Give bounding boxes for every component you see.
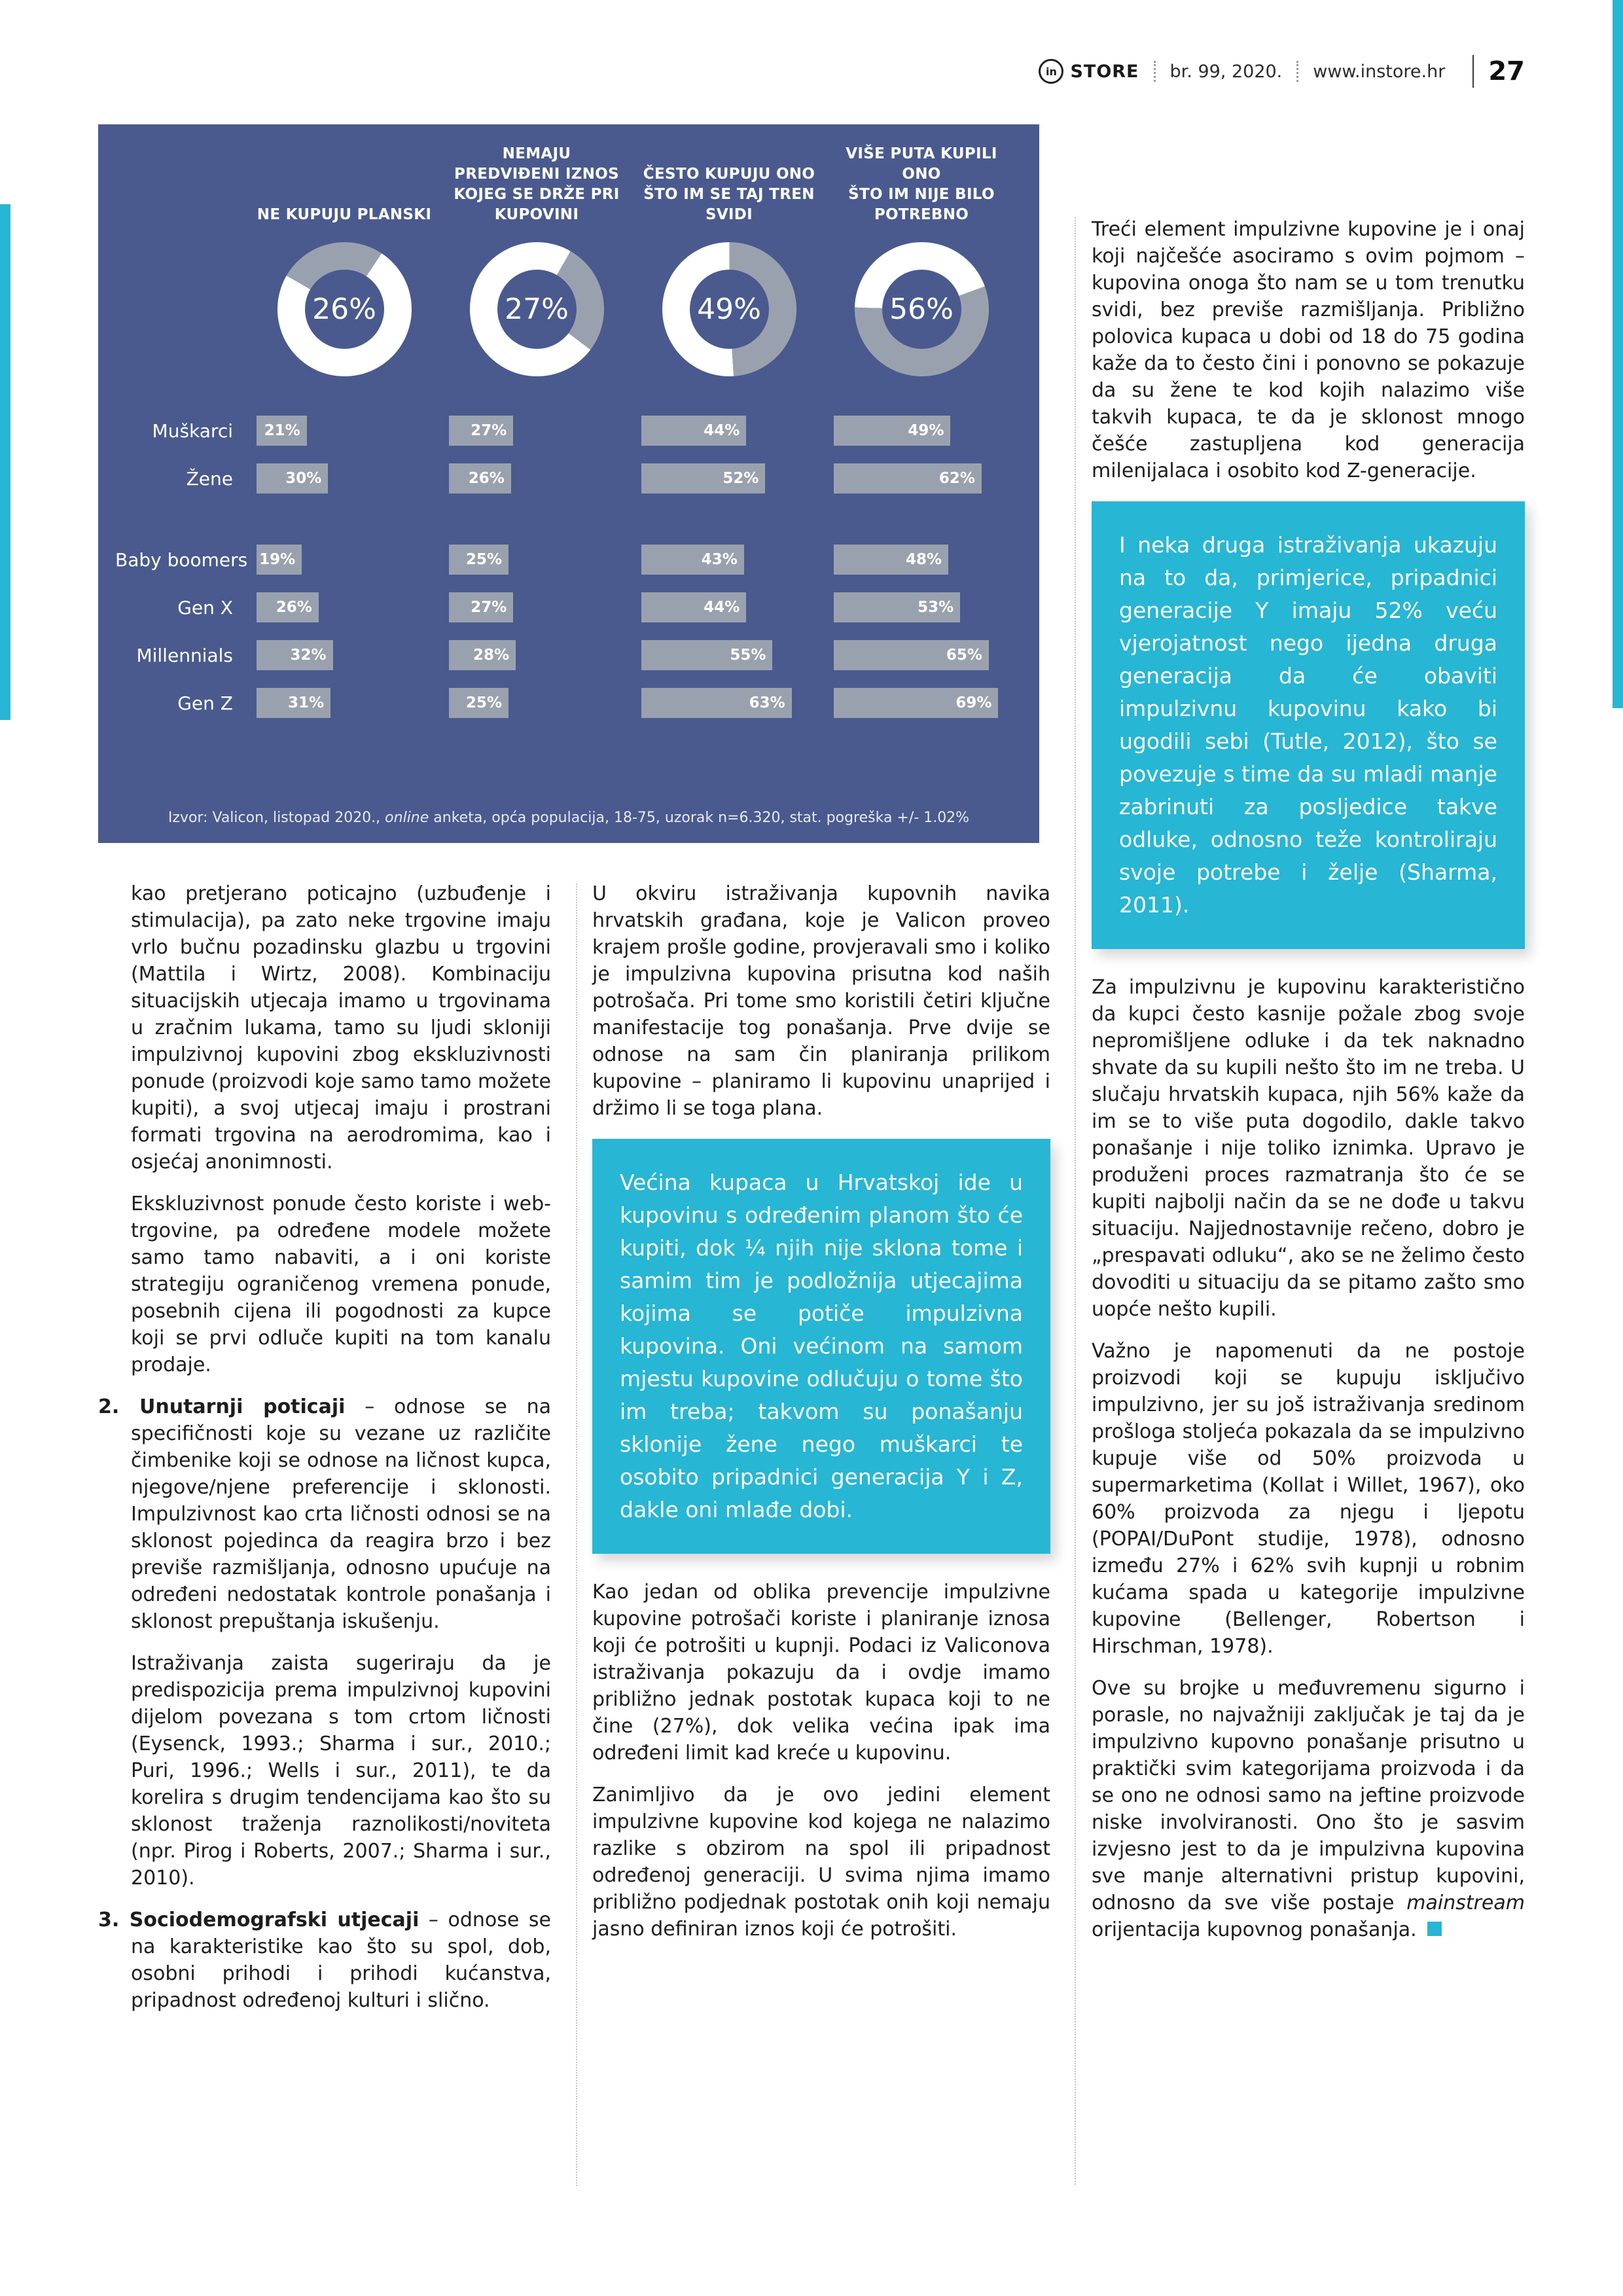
chart-bar-value: 30% [285,470,322,487]
paragraph: Za impulzivnu je kupovinu karakteristično da kupci često kasnije požale zbog svoje nepromišljene odluke i da tek naknadno shvate da su kupili nešto što im ne treba. U slučaju hrvatskih kupaca, njih 56% kaže da im se to više puta dogodilo, dakle takvo ponašanje i nije toliko iznimka. Upravo je produženi proces razmatranja što će se kupiti najbolji način da se ne dođe u takvu situaciju. Najjednostavnije rečeno, dobro je „prespavati odluku“, ako se ne želimo često dovoditi u situaciju da se pitamo zašto smo uopće nešto kupili. [1092,976,1525,1321]
paragraph: Treći element impulzivne kupovine je i onaj koji najčešće asociramo s ovim pojmom – kupovina onoga što nam se u tom trenutku svidi, bez previše razmišljanja. Približno polovica kupaca u dobi od 18 do 75 godina kaže da to često čini i ponovno se pokazuje da su žene te kod kojih nalazimo više takvih kupaca, te da je sklonost mnogo češće zastupljena kod generacija milenijalaca i osobito kod Z-generacije. [1092,218,1525,482]
chart-bar-value: 32% [290,647,327,664]
chart-bar [257,416,307,446]
chart-bar-value: 27% [471,422,507,439]
chart-bar-value: 48% [905,551,942,568]
chart-column-title [257,160,431,225]
impulse-buying-chart [98,124,1039,843]
callout-box: Većina kupaca u Hrvatskoj ide u kupovinu s određenim planom što će kupiti, dok ¼ njih nije sklona tome i samim tim je podložnija utjecajima kojima se potiče impulzivna kupovina. Oni većinom na samom mjestu kupovine odlučuju o tome što im treba; takvom su ponašanju sklonije žene nego muškarci te osobito pripadnici generacija Y i Z, dakle oni mlađe dobi. [592,1139,1050,1554]
chart-bar [449,416,513,446]
chart-column-head-4 [834,144,1009,416]
chart-source: Izvor: Valicon, listopad 2020., online anketa, opća populacija, 18-75, uzorak n=6.320, stat. pogreška +/- 1.02% [168,810,970,826]
paragraph-lead: 3. Sociodemografski utjecaji [98,1909,419,1931]
article-column-right [1092,216,1525,1958]
chart-bar [641,416,746,446]
chart-bar-value: 25% [466,694,503,711]
chart-bar-value: 63% [749,694,785,711]
chart-bar-cell [834,688,1009,718]
chart-bar-value: 44% [704,422,740,439]
page-header [1039,55,1525,88]
chart-bar-cell [641,545,817,575]
chart-row-label: Baby boomers [115,548,248,571]
chart-bar [641,463,765,493]
instore-logo-icon: in [1039,59,1063,84]
chart-bar-value: 52% [722,470,759,487]
chart-bar [641,545,744,575]
article-column-middle [592,880,1050,1958]
chart-bar [641,592,746,622]
chart-bar-value: 49% [908,422,944,439]
chart-bar [257,688,330,718]
chart-bar-cell [449,688,624,718]
chart-bar [834,688,998,718]
chart-row [115,545,1009,575]
chart-bar-value: 31% [288,694,325,711]
chart-bar-cell [834,463,1009,493]
instore-logo [1039,59,1139,84]
chart-row [115,463,1009,493]
brand-name: STORE [1070,61,1139,82]
chart-column-title-line: ŠTO IM SE TAJ TREN [643,186,815,203]
chart-bar-cell [641,416,817,446]
chart-bar-value: 28% [473,647,510,664]
chart-column-title [834,144,1009,225]
chart-column-title-line: VIŠE PUTA KUPILI ONO [846,145,997,183]
chart-column-title-line: NEMAJU PREDVIĐENI IZNOS [454,145,619,183]
chart-bar-cell [257,416,432,446]
chart-bar-value: 43% [701,551,738,568]
chart-row-label: Gen Z [177,692,233,714]
chart-bar [834,463,982,493]
donut-percentage-label: 27% [505,293,569,326]
chart-bar-cell [257,592,432,622]
chart-bar-cell [257,688,432,718]
chart-header-gutter [115,144,240,416]
page-number-rule [1472,55,1474,88]
chart-bar-value: 69% [955,694,992,711]
chart-bar-cell [257,640,432,670]
chart-column-title [449,144,624,225]
chart-column-head-1 [257,144,432,416]
paragraph: Ekskluzivnost ponude često koriste i web-trgovine, pa određene modele možete samo tamo nabaviti, a i oni koriste strategiju ograničenog vremena ponude, posebnih cijena ili pogodnosti za kupce koji se prvi odluče kupiti na tom kanalu prodaje. [131,1193,551,1376]
chart-row-label: Gen X [177,596,233,619]
chart-bar-value: 25% [466,551,503,568]
donut-percentage-label: 26% [312,293,376,326]
chart-row-label: Muškarci [152,420,233,442]
chart-bar [449,640,516,670]
paragraph: 2. Unutarnji poticaji – odnose se na specifičnosti koje su vezane uz različite čimbenike koji se odnose na ličnost kupca, njegove/njene preferencije i sklonosti. Impulzivnost kao crta ličnosti odnosi se na sklonost pojedinca da reagira brzo i bez previše razmišljanja, odnosno upućuje na određeni nedostatak kontrole ponašanja i sklonost prepuštanja iskušenju. [98,1395,552,1633]
chart-bar-value: 65% [946,647,982,664]
chart-row [115,688,1009,718]
article-column-left [98,880,551,2029]
chart-row-label: Žene [186,467,233,490]
source-italic-word: online [385,810,429,826]
callout-box: I neka druga istraživanja ukazuju na to da, primjerice, pripadnici generacije Y imaju 52% veću vjerojatnost nego ijedna druga generacija da će obaviti impulzivnu kupovinu kako bi ugodili sebi (Tutle, 2012), što se povezuje s time da su mladi manje zabrinuti za posljedice takve odluke, odnosno teže kontroliraju svoje potrebe i želje (Sharma, 2011). [1092,501,1525,949]
chart-bar [834,416,950,446]
donut-percentage-label: 49% [697,293,761,326]
chart-column-title-line: NE KUPUJU PLANSKI [257,206,432,223]
paragraph: Ove su brojke u međuvremenu sigurno i porasle, no najvažniji zaključak je taj da je impulzivno kupovno ponašanje prisutno u praktički svim kategorijama proizvoda i da se ono ne odnosi samo na jeftine proizvode niske involviranosti. Ono što je sasvim izvjesno jest to da je impulzivna kupovina sve manje alternativni pristup kupovini, odnosno da sve više postaje mainstream orijentacija kupovnog ponašanja. [1092,1677,1525,1941]
chart-bar-cell [641,463,817,493]
chart-bar [834,592,960,622]
paragraph: Istraživanja zaista sugeriraju da je predispozicija prema impulzivnoj kupovini dijelom povezana s tom crtom ličnosti (Eysenck, 1993.; Sharma i sur., 2010.; Puri, 1996.; Wells i sur., 2011), te da korelira s drugim tendencijama kao što su sklonost traženja raznolikosti/noviteta (npr. Pirog i Roberts, 2007.; Sharma i sur., 2010). [131,1652,551,1890]
donut-chart [855,242,989,376]
column-divider [576,884,577,2186]
chart-bar-cell [834,640,1009,670]
chart-bar-cell [449,545,624,575]
chart-bar [449,688,508,718]
chart-bar-cell [641,640,817,670]
chart-column-title-line: ČESTO KUPUJU ONO [643,166,815,183]
chart-column-head-3 [641,144,817,416]
chart-header-row [115,144,1009,416]
chart-column-title-line: SVIDI [705,206,753,223]
chart-column-title-line: KUPOVINI [494,206,579,223]
chart-bar [449,592,513,622]
chart-bar [641,640,772,670]
chart-bar-cell [449,592,624,622]
chart-bar [834,640,989,670]
chart-bar [449,545,508,575]
paragraph: Kao jedan od oblika prevencije impulzivne kupovine potrošači koriste i planiranje iznosa koji će potrošiti u kupnji. Podaci iz Valiconova istraživanja pokazuju da i ovdje imamo približno jednak postotak kupaca koji to ne čine (27%), dok velika većina ipak ima određeni limit kad kreće u kupovinu. [592,1581,1050,1765]
website-url: www.instore.hr [1313,61,1446,82]
donut-chart [470,242,604,376]
donut-percentage-label: 56% [889,293,954,326]
chart-bar-cell [449,640,624,670]
page-number: 27 [1488,56,1525,86]
chart-bar-value: 53% [918,599,954,616]
chart-bar [449,463,511,493]
chart-bar-value: 44% [704,599,740,616]
paragraph: Važno je napomenuti da ne postoje proizvodi koji se kupuju isključivo impulzivno, jer su još istraživanja sredinom prošloga stoljeća pokazala da se impulzivno kupuje više od 50% proizvoda u supermarketima (Kollat i Willet, 1967), oko 60% proizvoda za njegu i ljepotu (POPAI/DuPont studije, 1978), odnosno između 27% i 62% svih kupnji u robnim kućama spada u kategorije impulzivne kupovine (Bellenger, Robertson i Hirschman, 1978). [1092,1340,1525,1658]
chart-bar-cell [257,545,432,575]
chart-column-title-line: POTREBNO [874,206,969,223]
chart-bar-value: 26% [468,470,505,487]
chart-bar-cell [834,592,1009,622]
column-divider [1075,217,1076,2185]
chart-column-title-line: ŠTO IM NIJE BILO [848,186,995,203]
chart-bar [257,640,333,670]
chart-column-title [643,160,815,225]
chart-bar-cell [641,688,817,718]
chart-bar [641,688,792,718]
paragraph: 3. Sociodemografski utjecaji – odnose se na karakteristike kao što su spol, dob, osobni prihodi i prihodi kućanstva, pripadnost određenoj kulturi i slično. [98,1909,551,2012]
paragraph: kao pretjerano poticajno (uzbuđenje i stimulacija), pa zato neke trgovine imaju vrlo bučnu pozadinsku glazbu u trgovini (Mattila i Wirtz, 2008). Kombinaciju situacijskih utjecaja imamo u trgovinama u zračnim lukama, tamo su ljudi skloniji impulzivnoj kupovini zbog ekskluzivnosti ponude (proizvodi koje samo tamo možete kupiti), a svoj utjecaj imaju i prostrani formati trgovina na aerodromima, kao i osjećaj anonimnosti. [131,882,551,1174]
chart-bar-value: 62% [938,470,975,487]
header-separator [1154,61,1156,82]
donut-chart [662,242,796,376]
chart-bar-cell [449,463,624,493]
chart-bar-cell [834,545,1009,575]
chart-row-label: Millennials [136,644,233,666]
chart-bar-value: 21% [264,422,300,439]
chart-bar-value: 55% [730,647,766,664]
paragraph: Zanimljivo da je ovo jedini element impulzivne kupovine kod kojega ne nalazimo razlike s obzirom na spol ili pripadnost određenoj generaciji. U svima njima imamo približno podjednak postotak onih koji nemaju jasno definiran iznos koji će potrošiti. [592,1784,1050,1941]
chart-bar [257,463,328,493]
left-accent-bar [0,204,10,720]
chart-bar-value: 27% [471,599,507,616]
paragraph-lead: 2. Unutarnji poticaji [98,1395,346,1418]
donut-chart [277,242,412,376]
chart-bar-cell [834,416,1009,446]
chart-bar-cell [641,592,817,622]
header-separator [1296,61,1298,82]
end-mark [1427,1922,1442,1936]
chart-bar [257,545,302,575]
chart-row [115,640,1009,670]
chart-row [115,416,1009,446]
chart-bar-value: 26% [276,599,312,616]
chart-rows [115,416,1009,718]
chart-column-title-line: KOJEG SE DRŽE PRI [454,186,620,203]
right-accent-bar [1613,0,1623,708]
chart-bar-cell [257,463,432,493]
chart-bar [834,545,948,575]
chart-bar [257,592,319,622]
chart-bar-cell [449,416,624,446]
chart-column-head-2 [449,144,624,416]
issue-number: br. 99, 2020. [1169,61,1283,82]
chart-bar-value: 19% [259,551,296,568]
chart-row [115,592,1009,622]
paragraph: U okviru istraživanja kupovnih navika hrvatskih građana, koje je Valicon proveo krajem prošle godine, provjeravali smo i koliko je impulzivna kupovina prisutna kod naših potrošača. Pri tome smo koristili četiri ključne manifestacije tog ponašanja. Prve dvije se odnose na sam čin planiranja prilikom kupovine – planiramo li kupovinu unaprijed i držimo li se toga plana. [592,882,1050,1120]
emphasized-word: mainstream [1406,1892,1525,1914]
